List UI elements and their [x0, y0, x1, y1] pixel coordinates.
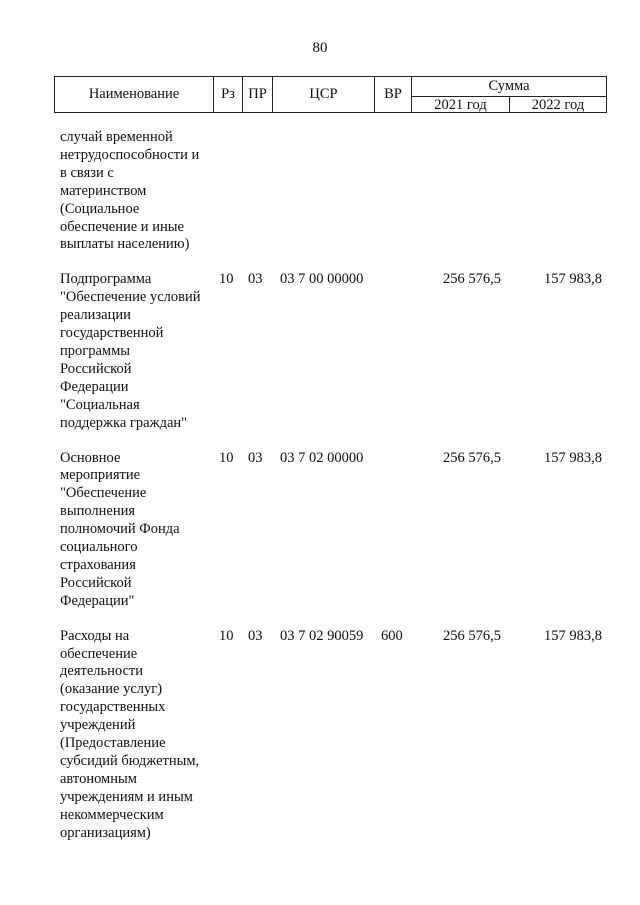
row-name: Основное мероприятие "Обеспечение выполнения полномочий Фонда социального страхования Российской Федерации"	[60, 449, 180, 609]
row-csr: 03 7 02 00000	[280, 449, 364, 466]
row-sum-2021: 256 576,5	[443, 449, 501, 466]
row-csr: 03 7 00 00000	[280, 271, 364, 288]
header-sum: Сумма	[412, 77, 607, 97]
row-sum-2022: 157 983,8	[544, 271, 602, 288]
row-sum-2021: 256 576,5	[443, 627, 501, 644]
row-rz: 10	[219, 449, 234, 466]
row-rz: 10	[219, 627, 234, 644]
table-row	[0, 129, 640, 254]
header-name: Наименование	[55, 77, 214, 113]
header-csr: ЦСР	[273, 77, 375, 113]
header-rz: Рз	[214, 77, 243, 113]
row-sum-2022: 157 983,8	[544, 449, 602, 466]
header-pr: ПР	[243, 77, 273, 113]
row-sum-2022: 157 983,8	[544, 627, 602, 644]
page-number: 80	[312, 40, 328, 56]
row-csr: 03 7 02 90059	[280, 627, 364, 644]
header-year-2022: 2022 год	[510, 97, 607, 113]
row-sum-2021: 256 576,5	[443, 271, 501, 288]
table-row	[0, 628, 640, 843]
row-pr: 03	[248, 627, 263, 644]
table-row	[0, 450, 640, 611]
table-row	[0, 271, 640, 432]
row-vr: 600	[381, 627, 403, 644]
row-name: Расходы на обеспечение деятельности (оказание услуг) государственных учреждений (Предоставление субсидий бюджетным, автономным учреждениям и иным некоммерческим организациям)	[60, 627, 200, 841]
row-pr: 03	[248, 271, 263, 288]
header-vr: ВР	[375, 77, 412, 113]
row-rz: 10	[219, 271, 234, 288]
row-name: случай временной нетрудоспособности и в связи с материнством (Социальное обеспечение и иные выплаты населению)	[60, 129, 200, 253]
table-body	[0, 129, 640, 860]
header-year-2021: 2021 год	[412, 97, 510, 113]
row-pr: 03	[248, 449, 263, 466]
table-header	[54, 76, 607, 113]
row-name: Подпрограмма "Обеспечение условий реализации государственной программы Российской Федерации "Социальная поддержка граждан"	[60, 271, 201, 431]
